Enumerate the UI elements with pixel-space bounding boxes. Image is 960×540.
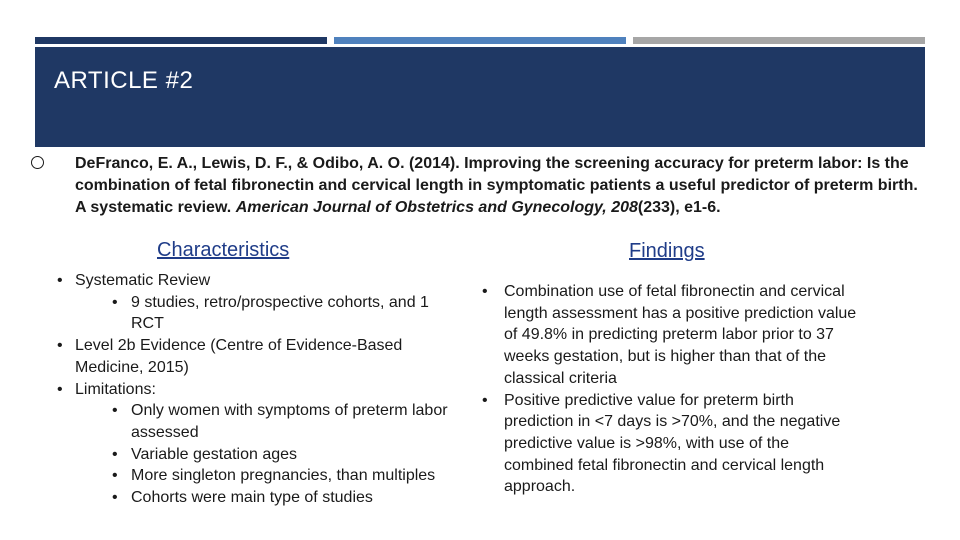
title-banner — [35, 47, 925, 147]
list-item: • Cohorts were main type of studies — [75, 487, 465, 509]
list-item: • Systematic Review • 9 studies, retro/prospective cohorts, and 1 RCT — [55, 270, 465, 335]
list-item: • 9 studies, retro/prospective cohorts, and 1 RCT — [75, 292, 465, 335]
slide-title: ARTICLE #2 — [54, 67, 194, 94]
circle-bullet-icon — [31, 156, 44, 169]
citation-authors-title: DeFranco, E. A., Lewis, D. F., & Odibo, A. O. (2014). Improving the screening accuracy for preterm labor: Is the combination of fetal fibronectin and cervical length in symptomatic patients a useful predictor of preterm birth. A systematic review. — [75, 155, 918, 216]
citation-block — [55, 153, 925, 219]
characteristics-list — [55, 270, 465, 509]
list-item: • Variable gestation ages — [75, 444, 465, 466]
characteristics-heading: Characteristics — [157, 239, 290, 261]
findings-heading: Findings — [629, 240, 705, 262]
list-item: • Positive predictive value for preterm birth prediction in <7 days is >70%, and the negative predictive value is >98%, with use of the combined fetal fibronectin and cervical length approach. — [480, 390, 860, 499]
accent-bar-dark — [35, 37, 327, 44]
citation-pages: (233), e1-6. — [637, 199, 721, 216]
list-item: • More singleton pregnancies, than multiples — [75, 465, 465, 487]
list-item: • Combination use of fetal fibronectin and cervical length assessment has a positive prediction value of 49.8% in predicting preterm labor prior to 37 weeks gestation, but is higher than that of the classical criteria — [480, 281, 860, 390]
list-item: • Level 2b Evidence (Centre of Evidence-Based Medicine, 2015) — [55, 335, 465, 378]
list-item: • Limitations: • Only women with symptoms of preterm labor assessed • Variable gestation ages • More singleton pregnancies, than multiples • Cohorts were main type of studies — [55, 379, 465, 509]
citation-journal: American Journal of Obstetrics and Gynecology, 208 — [235, 199, 638, 216]
accent-bar-gray — [633, 37, 925, 44]
list-item: • Only women with symptoms of preterm labor assessed — [75, 400, 465, 443]
accent-bar-blue — [334, 37, 626, 44]
citation-text — [75, 153, 925, 219]
findings-list — [480, 281, 860, 498]
